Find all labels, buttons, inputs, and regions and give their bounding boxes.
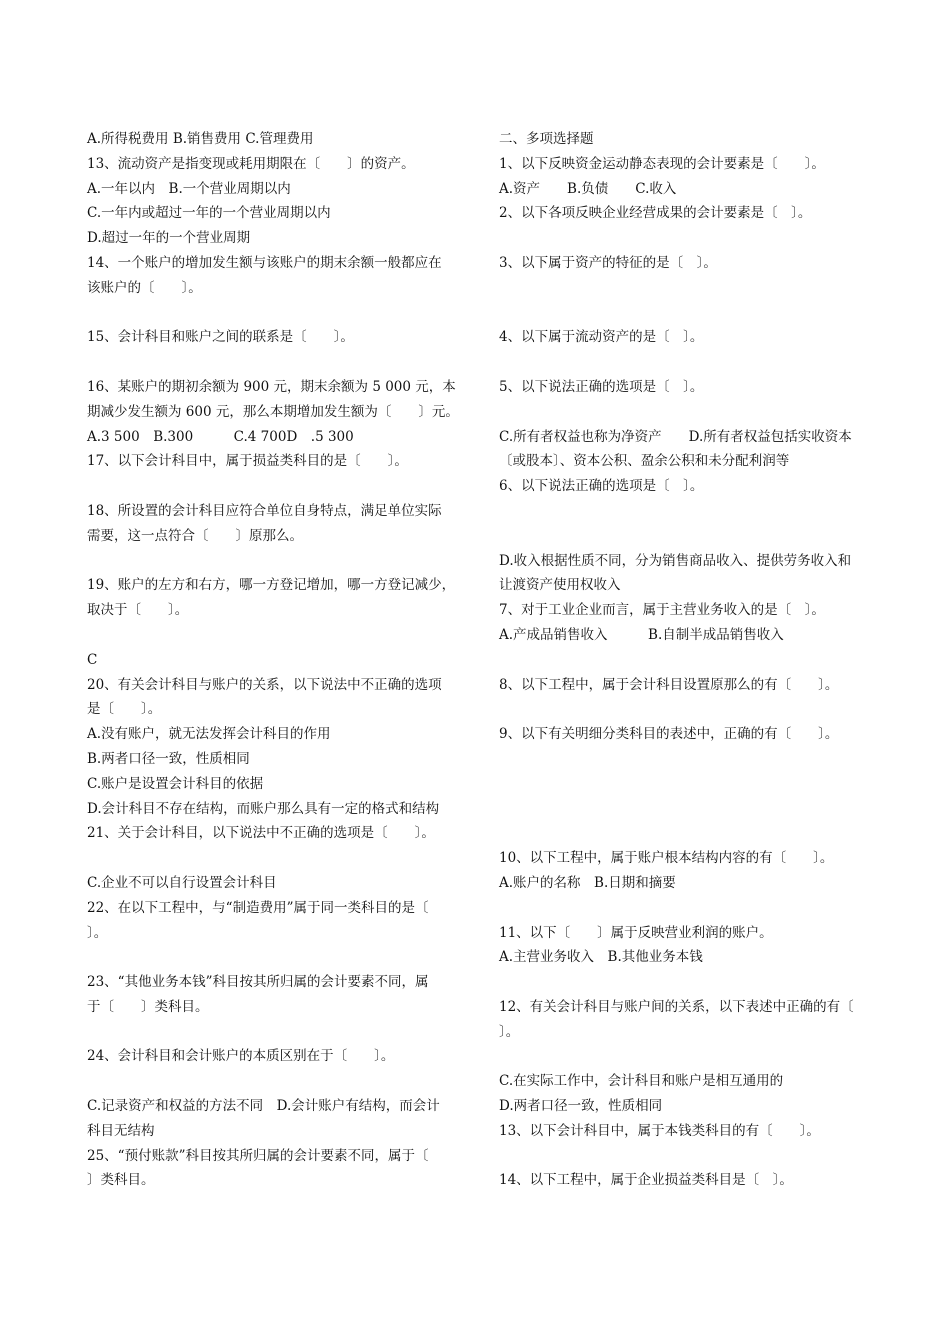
text-line <box>87 301 467 326</box>
text-line: A.账户的名称 B.日期和摘要 <box>499 874 676 891</box>
text-line: 18、所设置的会计科目应符合单位自身特点，满足单位实际 <box>87 502 442 519</box>
text-line: 1、以下反映资金运动静态表现的会计要素是〔 〕。 <box>499 155 825 172</box>
text-line: 24、会计科目和会计账户的本质区别在于〔 〕。 <box>87 1048 395 1065</box>
text-line <box>499 1044 879 1069</box>
text-line: 〕。 <box>87 924 108 941</box>
text-line: 16、某账户的期初余额为 900 元，期末余额为 5 000 元，本 <box>87 378 456 395</box>
text-line: A.没有账户，就无法发挥会计科目的作用 <box>87 726 331 743</box>
text-line <box>499 499 879 524</box>
text-line: 23、“其他业务本钱”科目按其所归属的会计要素不同，属 <box>87 974 429 991</box>
text-line <box>499 400 879 425</box>
text-line: 5、以下说法正确的选项是〔 〕。 <box>499 378 704 395</box>
text-line <box>87 474 467 499</box>
text-line: 22、在以下工程中，与“制造费用”属于同一类科目的是〔 <box>87 899 429 916</box>
text-line: C.记录资产和权益的方法不同 D.会计账户有结构，而会计 <box>87 1098 440 1115</box>
text-line <box>87 350 467 375</box>
left-column <box>87 127 467 1193</box>
text-line: D.两者口径一致，性质相同 <box>499 1098 663 1115</box>
text-line: 9、以下有关明细分类科目的表述中，正确的有〔 〕。 <box>499 726 839 743</box>
text-line: 3、以下属于资产的特征的是〔 〕。 <box>499 254 717 271</box>
text-line: A.资产 B.负债 C.收入 <box>499 180 677 197</box>
text-line <box>499 821 879 846</box>
text-line: D.会计科目不存在结构，而账户那么具有一定的格式和结构 <box>87 800 440 817</box>
text-line: A.产成品销售收入 B.自制半成品销售收入 <box>499 626 784 643</box>
text-line: 〔或股本〕、资本公积、盈余公积和未分配利润等 <box>499 453 790 470</box>
text-line: 15、会计科目和账户之间的联系是〔 〕。 <box>87 329 354 346</box>
text-line <box>87 623 467 648</box>
text-line: 8、以下工程中，属于会计科目设置原那么的有〔 〕。 <box>499 676 839 693</box>
text-line: 12、有关会计科目与账户间的关系，以下表述中正确的有〔 <box>499 998 854 1015</box>
text-line: 科目无结构 <box>87 1122 155 1139</box>
text-line: 17、以下会计科目中，属于损益类科目的是〔 〕。 <box>87 453 408 470</box>
text-line <box>87 945 467 970</box>
text-line: D.收入根据性质不同，分为销售商品收入、提供劳务收入和 <box>499 552 852 569</box>
text-line <box>87 1069 467 1094</box>
right-column <box>499 127 879 1193</box>
text-line: 21、关于会计科目，以下说法中不正确的选项是〔 〕。 <box>87 825 435 842</box>
text-line: 需要，这一点符合〔 〕原那么。 <box>87 527 303 544</box>
text-line <box>499 697 879 722</box>
text-line <box>87 846 467 871</box>
text-line: 是〔 〕。 <box>87 701 162 718</box>
text-line <box>499 276 879 301</box>
text-line: 14、一个账户的增加发生额与该账户的期末余额一般都应在 <box>87 254 442 271</box>
text-line: C.在实际工作中，会计科目和账户是相互通用的 <box>499 1073 784 1090</box>
text-line: C <box>87 651 98 668</box>
text-line: D.超过一年的一个营业周期 <box>87 230 251 247</box>
text-line: A.一年以内 B.一个营业周期以内 <box>87 180 291 197</box>
text-line: C.所有者权益也称为净资产 D.所有者权益包括实收资本 <box>499 428 852 445</box>
text-line: 6、以下说法正确的选项是〔 〕。 <box>499 478 704 495</box>
text-line: 2、以下各项反映企业经营成果的会计要素是〔 〕。 <box>499 205 812 222</box>
text-line: B.两者口径一致，性质相同 <box>87 750 250 767</box>
text-line: 取决于〔 〕。 <box>87 602 189 619</box>
text-line <box>499 970 879 995</box>
text-line: 二、多项选择题 <box>499 131 594 147</box>
text-line: 25、“预付账款”科目按其所归属的会计要素不同，属于〔 <box>87 1147 429 1164</box>
text-line: 于〔 〕类科目。 <box>87 998 209 1015</box>
text-line <box>499 350 879 375</box>
text-line: A.主营业务收入 B.其他业务本钱 <box>499 949 703 966</box>
text-line <box>87 1020 467 1045</box>
text-line: 4、以下属于流动资产的是〔 〕。 <box>499 329 704 346</box>
text-line: 10、以下工程中，属于账户根本结构内容的有〔 〕。 <box>499 850 834 867</box>
text-line: 19、账户的左方和右方，哪一方登记增加，哪一方登记减少， <box>87 577 456 594</box>
text-line: 该账户的〔 〕。 <box>87 279 202 296</box>
text-line: 〕类科目。 <box>87 1172 155 1189</box>
text-line: C.企业不可以自行设置会计科目 <box>87 874 277 891</box>
text-line <box>499 747 879 772</box>
text-line: 14、以下工程中，属于企业损益类科目是〔 〕。 <box>499 1172 793 1189</box>
text-line: 20、有关会计科目与账户的关系，以下说法中不正确的选项 <box>87 676 442 693</box>
text-line <box>499 896 879 921</box>
text-line: A.3 500 B.300 C.4 700D .5 300 <box>87 428 354 445</box>
text-line <box>87 549 467 574</box>
text-line: 期减少发生额为 600 元，那么本期增加发生额为〔 〕元。 <box>87 403 459 420</box>
text-line: C.一年内或超过一年的一个营业周期以内 <box>87 205 331 222</box>
text-line <box>499 1144 879 1169</box>
text-line <box>499 772 879 797</box>
text-line <box>499 648 879 673</box>
text-line: 11、以下〔 〕属于反映营业利润的账户。 <box>499 924 773 941</box>
text-line <box>499 301 879 326</box>
text-line: 〕。 <box>499 1023 520 1040</box>
text-line: 让渡资产使用权收入 <box>499 577 621 594</box>
text-line: A.所得税费用 B.销售费用 C.管理费用 <box>87 131 314 147</box>
text-line <box>499 797 879 822</box>
text-line <box>499 524 879 549</box>
text-line: 7、对于工业企业而言，属于主营业务收入的是〔 〕。 <box>499 602 825 619</box>
text-line: 13、以下会计科目中，属于本钱类科目的有〔 〕。 <box>499 1122 820 1139</box>
text-line: 13、流动资产是指变现或耗用期限在〔 〕的资产。 <box>87 155 415 172</box>
text-line: C.账户是设置会计科目的依据 <box>87 775 264 792</box>
text-line <box>499 226 879 251</box>
